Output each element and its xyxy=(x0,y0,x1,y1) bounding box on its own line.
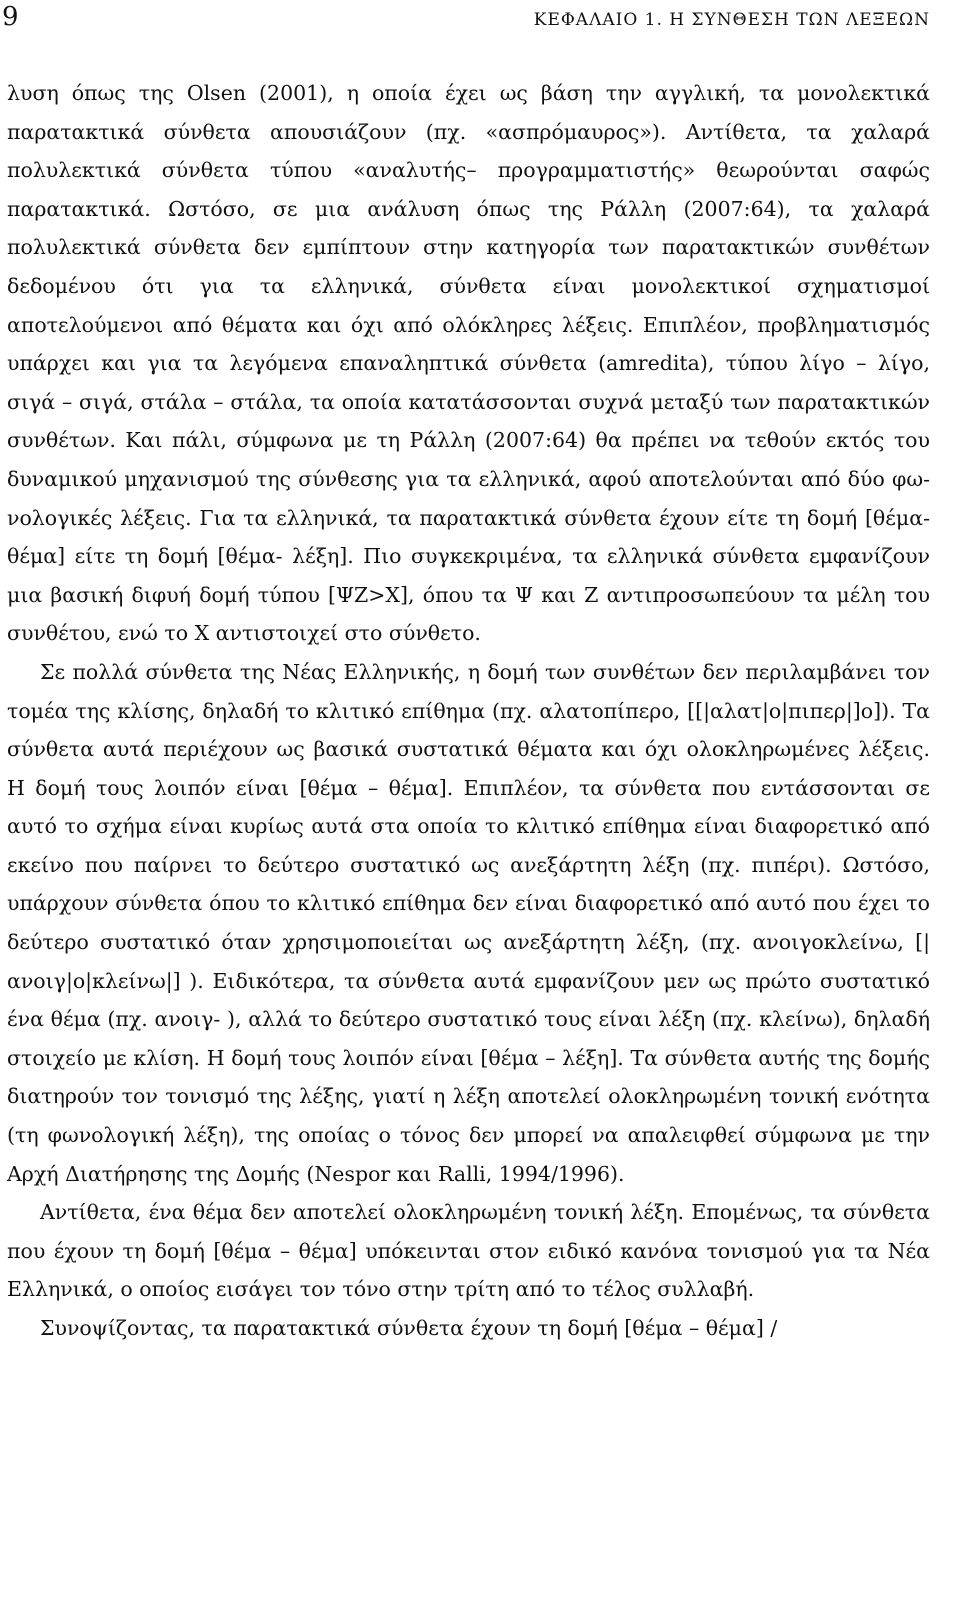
paragraph: Αντίθετα, ένα θέμα δεν αποτελεί ολοκληρωμένη τονική λέξη. Επομένως, τα σύνθετα που έχουν τη δομή [θέμα – θέμα] υπόκεινται στον ειδικό κανόνα τονισμού για τα Νέα Ελληνικά, ο οποίος εισάγει τον τόνο στην τρίτη από το τέλος συλλαβή. xyxy=(7,1200,930,1302)
chapter-title: ΚΕΦΑΛΑΙΟ 1. Η ΣΥΝΘΕΣΗ ΤΩΝ ΛΕΞΕΩΝ xyxy=(533,10,930,30)
paragraph: λυση όπως της Olsen (2001), η οποία έχει ως βάση την αγγλική, τα μονολεκτικά παρατακτικά σύνθετα απουσιάζουν (πχ. «ασπρόμαυρος»). Αντίθετα, τα χαλαρά πολυλεκτικά σύνθετα τύπου «αναλυτής– προγραμματιστής» θεωρούνται σαφώς παρατακτικά. Ωστόσο, σε μια ανάλυση όπως της Ράλλη (2007:64), τα χαλαρά πολυλεκτικά σύνθετα δεν εμπίπτουν στην κατηγορία των παρατακτικών συνθέτων δεδομένου ότι για τα ελληνικά, σύνθετα είναι μονολεκτικοί σχηματισμοί αποτελούμενοι από θέματα και όχι από ολόκληρες λέξεις. Επιπλέον, προβληματισμός υπάρχει και για τα λεγόμενα επαναληπτικά σύνθετα (amredita), τύπου λίγο – λίγο, σιγά – σιγά, στάλα – στάλα, τα οποία κατατάσσονται συχνά μεταξύ των παρατακτικών συνθέτων. Και πάλι, σύμφωνα με τη Ράλλη (2007:64) θα πρέπει να τεθούν εκτός του δυναμικού μηχανισμού της σύνθεσης για τα ελληνικά, αφού αποτελούνται από δύο φωνολογικές λέξεις. Για τα ελληνικά, τα παρατακτικά σύνθετα έχουν είτε τη δομή [θέμα- θέμα] είτε τη δομή [θέμα- λέξη]. Πιο συγκεκριμένα, τα ελληνικά σύνθετα εμφανίζουν μια βασική διφυή δομή τύπου [ΨΖ>Χ], όπου τα Ψ και Ζ αντιπροσωπεύουν τα μέλη του συνθέτου, ενώ το Χ αντιστοιχεί στο σύνθετο. xyxy=(7,81,930,646)
paragraph: Συνοψίζοντας, τα παρατακτικά σύνθετα έχουν τη δομή [θέμα – θέμα] / xyxy=(40,1316,778,1340)
body-text xyxy=(7,74,930,1348)
running-header xyxy=(0,0,930,40)
page-number: 9 xyxy=(2,2,19,32)
paragraph: Σε πολλά σύνθετα της Νέας Ελληνικής, η δομή των συνθέτων δεν περιλαμβάνει τον τομέα της κλίσης, δηλαδή το κλιτικό επίθημα (πχ. αλατοπίπερο, [[|αλατ|ο|πιπερ|]ο]). Τα σύνθετα αυτά περιέχουν ως βασικά συστατικά θέματα και όχι ολοκληρωμένες λέξεις. Η δομή τους λοιπόν είναι [θέμα – θέμα]. Επιπλέον, τα σύνθετα που εντάσσονται σε αυτό το σχήμα είναι κυρίως αυτά στα οποία το κλιτικό επίθημα είναι διαφορετικό από εκείνο που παίρνει το δεύτερο συστατικό ως ανεξάρτητη λέξη (πχ. πιπέρι). Ωστόσο, υπάρχουν σύνθετα όπου το κλιτικό επίθημα δεν είναι διαφορετικό από αυτό που έχει το δεύτερο συστατικό όταν χρησιμοποιείται ως ανεξάρτητη λέξη, (πχ. ανοιγοκλείνω, [|ανοιγ|ο|κλείνω|] ). Ειδικότερα, τα σύνθετα αυτά εμφανίζουν μεν ως πρώτο συστατικό ένα θέμα (πχ. ανοιγ- ), αλλά το δεύτερο συστατικό τους είναι λέξη (πχ. κλείνω), δηλαδή στοιχείο με κλίση. Η δομή τους λοιπόν είναι [θέμα – λέξη]. Τα σύνθετα αυτής της δομής διατηρούν τον τονισμό της λέξης, γιατί η λέξη αποτελεί ολοκληρωμένη τονική ενότητα (τη φωνολογική λέξη), της οποίας ο τόνος δεν μπορεί να απαλειφθεί σύμφωνα με την Αρχή Διατήρησης της Δομής (Nespor και Ralli, 1994/1996). xyxy=(7,659,930,1186)
